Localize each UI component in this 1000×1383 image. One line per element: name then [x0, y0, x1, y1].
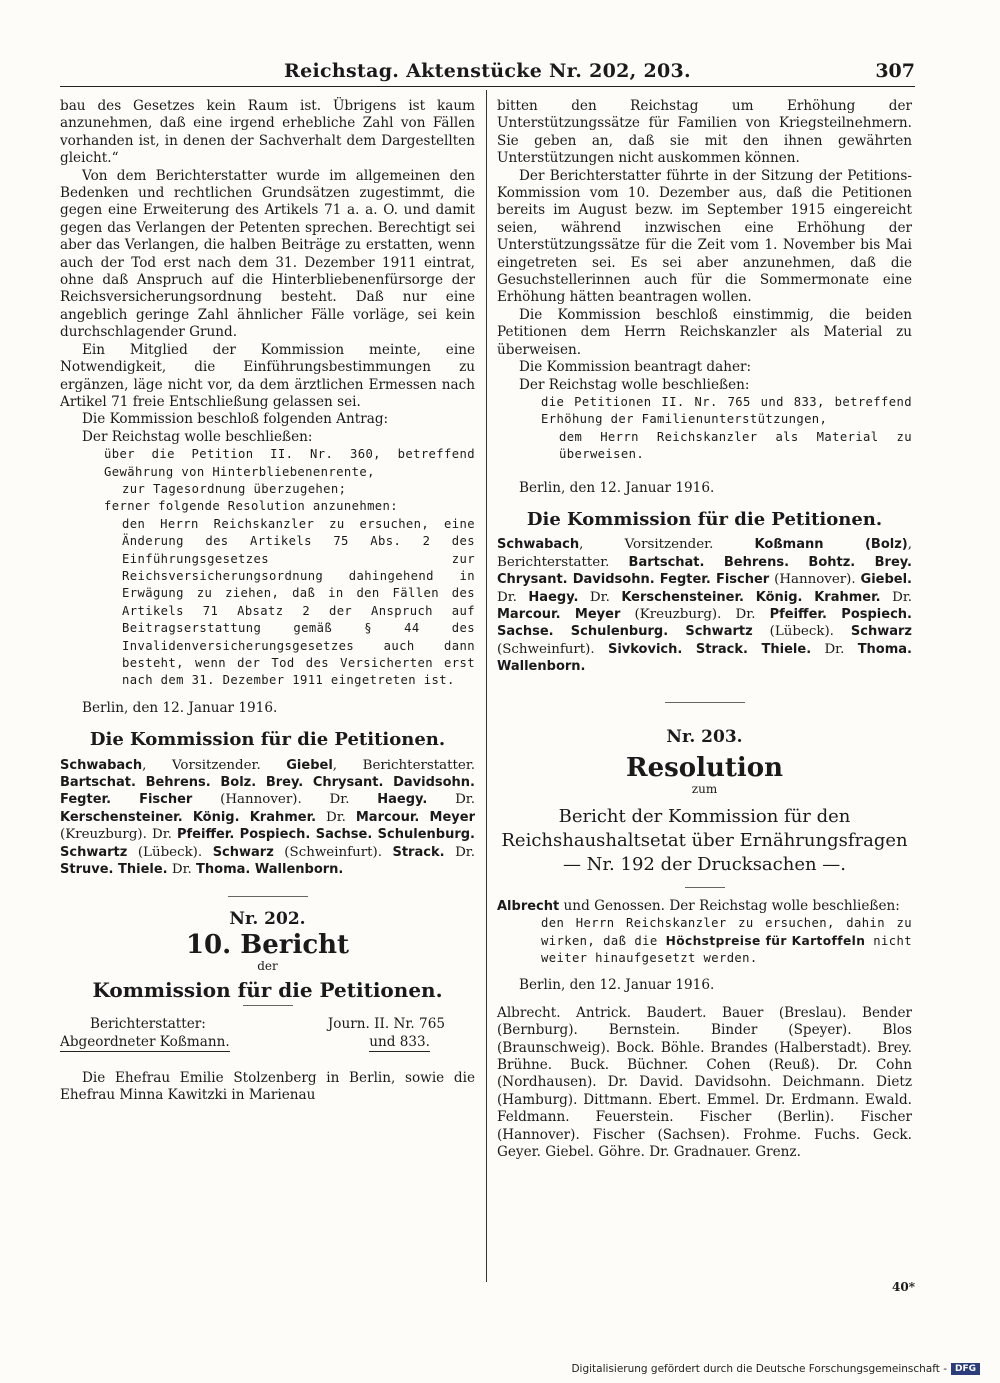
member-role: , Berichterstatter. — [497, 537, 912, 570]
separator — [228, 896, 308, 897]
right-column — [497, 98, 912, 1162]
journal-label: Journ. II. Nr. 765 — [327, 1016, 445, 1033]
member-role: , Vorsitzender. — [579, 537, 755, 553]
member-name: Pfeiffer. Pospiech. Sachse. Schulenburg. Schwartz — [60, 827, 475, 860]
member-name: Giebel. — [860, 572, 912, 588]
report-der: der — [257, 959, 278, 974]
member-name: Schwarz — [850, 624, 912, 640]
member-name: Haegy. — [528, 589, 579, 605]
res-text-c: nicht weiter hinaufgesetzt werden. — [541, 933, 912, 966]
resolution-title: Resolution — [625, 753, 784, 783]
report-subtitle: Kommission für die Petitionen. — [92, 977, 443, 1002]
member-name: Kerschensteiner. König. Krahmer. — [60, 809, 317, 825]
member-role: Dr. — [427, 792, 475, 808]
member-name: Giebel — [286, 757, 333, 773]
column-divider — [486, 90, 487, 1282]
paragraph: bau des Gesetzes kein Raum ist. Übrigens ist kaum anzunehmen, daß eine irgend erhebliche Zahl von Fällen vorhanden ist, in denen der Sachverhalt dem Dargestellten gleicht.“ — [60, 98, 475, 167]
mover-rest: und Genossen. Der Reichstag wolle beschließen: — [559, 897, 900, 914]
member-name: Sivkovich. Strack. Thiele. — [607, 641, 812, 657]
member-list — [60, 757, 475, 879]
member-name: Thoma. Wallenborn. — [497, 641, 912, 675]
member-role: Dr. — [880, 589, 913, 605]
member-role: (Hannover). — [769, 572, 861, 588]
paragraph: Von dem Berichterstatter wurde im allgemeinen den Bedenken und rechtlichen Grundsätzen zugestimmt, die gegen eine Erweiterung des Artikels 71 a. a. O. und damit gegen das Verlangen der Petenten sprechen. Berechtigt sei aber das Verlangen, die halben Beiträge zu erstatten, wenn auch der Tod erst nach dem 31. Dezember 1911 eintrat, ohne daß Anspruch auf die Hinterbliebenenfürsorge der Reichsversicherungsordnung besteht. Daß nur eine angeblich geringe Zahl ähnlicher Fälle vorläge, sei kein durchschlagender Grund. — [60, 167, 475, 341]
motion-text: dem Herrn Reichskanzler als Material zu überweisen. — [559, 429, 912, 462]
motion-text: über die Petition II. Nr. 360, betreffend Gewährung von Hinterbliebenenrente, — [104, 447, 475, 479]
mover-name: Albrecht — [497, 898, 560, 914]
paragraph: Die Kommission beantragt daher: — [519, 359, 752, 376]
member-name: Haegy. — [377, 792, 428, 808]
member-role: Dr. — [316, 809, 356, 825]
dfg-text: Digitalisierung gefördert durch die Deutsche Forschungsgemeinschaft - — [571, 1363, 947, 1375]
res-text-b: Höchstpreise für Kartoffeln — [665, 933, 866, 948]
member-role: (Lübeck). — [752, 624, 851, 640]
paragraph: Die Kommission beschloß folgenden Antrag: — [82, 411, 389, 428]
member-name: Kerschensteiner. König. Krahmer. — [621, 589, 881, 605]
member-role: Dr. — [167, 862, 197, 878]
member-role: (Kreuzburg). Dr. — [620, 606, 770, 622]
member-role: , Berichterstatter. — [332, 757, 475, 773]
reporter-row-2 — [60, 1034, 475, 1052]
dfg-logo-icon: DFG — [951, 1363, 980, 1375]
paragraph: Der Reichstag wolle beschließen: — [82, 428, 313, 445]
header-title: Reichstag. Aktenstücke Nr. 202, 203. — [284, 60, 691, 82]
member-name: Bartschat. Behrens. Bohtz. Brey. Chrysant. Davidsohn. Fegter. Fischer — [497, 554, 912, 588]
member-name: Pfeiffer. Pospiech. Sachse. Schulenburg. Schwartz — [497, 606, 912, 640]
member-name: Bartschat. Behrens. Bolz. Brey. Chrysant. Davidsohn. Fegter. Fischer — [60, 775, 475, 808]
paragraph: Ein Mitglied der Kommission meinte, eine Notwendigkeit, die Einführungsbestimmungen zu ergänzen, läge nicht vor, da dem ärztlichen Ermessen nach Artikel 71 freie Entschließung gelassen sei. — [60, 341, 475, 410]
left-column — [60, 98, 475, 1105]
reporter-label: Berichterstatter: — [90, 1016, 206, 1033]
commission-heading: Die Kommission für die Petitionen. — [526, 508, 883, 530]
journal-cont: und 833. — [369, 1034, 430, 1052]
motion-text: ferner folgende Resolution anzunehmen: — [104, 499, 399, 514]
signature-mark: 40* — [892, 1280, 915, 1294]
document-number: Nr. 202. — [229, 909, 306, 930]
separator — [243, 1005, 293, 1006]
member-list — [497, 536, 912, 675]
member-role: , Vorsitzender. — [142, 757, 287, 773]
commission-heading: Die Kommission für die Petitionen. — [89, 729, 446, 751]
date-line: Berlin, den 12. Januar 1916. — [519, 977, 715, 994]
paragraph: bitten den Reichstag um Erhöhung der Unterstützungssätze für Familien von Kriegsteilnehmern. Sie geben an, daß sie mit den ihnen gewährten Unterstützungen nicht auskommen können. — [497, 98, 912, 167]
member-role: (Schweinfurt). — [273, 844, 393, 860]
member-name: Strack. — [392, 844, 445, 860]
member-name: Schwarz — [212, 844, 274, 860]
paragraph: Der Reichstag wolle beschließen: — [519, 376, 750, 393]
date-line: Berlin, den 12. Januar 1916. — [519, 479, 715, 496]
resolution-request — [497, 915, 912, 967]
resolution-text: den Herrn Reichskanzler zu ersuchen, eine Änderung des Artikels 75 Abs. 2 des Einführungsgesetzes zur Reichsversicherungsordnung dahingehend in Erwägung zu ziehen, daß in den Fällen des Artikels 71 Absatz 2 der Anspruch auf Beitragserstattung gemäß § 44 des Invalidenversicherungsgesetzes auch dann besteht, wenn der Tod des Versicherten erst nach dem 31. Dezember 1911 eingetreten ist. — [122, 516, 475, 688]
member-role: Dr. — [578, 589, 622, 605]
page-number: 307 — [875, 60, 915, 82]
member-name: Marcour. Meyer — [355, 809, 476, 825]
member-name: Thoma. Wallenborn. — [196, 862, 344, 878]
date-line: Berlin, den 12. Januar 1916. — [82, 699, 278, 716]
member-role: Dr. — [444, 844, 475, 860]
motion-text: zur Tagesordnung überzugehen; — [122, 481, 347, 496]
member-role: (Lübeck). — [127, 844, 213, 860]
reporter-name: Abgeordneter Koßmann. — [60, 1034, 230, 1052]
report-title: 10. Bericht — [185, 929, 350, 960]
resolution-mover — [497, 898, 912, 915]
member-name: Struve. Thiele. — [60, 862, 168, 878]
member-name: Koßmann (Bolz) — [754, 537, 908, 553]
signer-list: Albrecht. Antrick. Baudert. Bauer (Breslau). Bender (Bernburg). Bernstein. Binder (Speyer). Blos (Braunschweig). Bock. Böhle. Brandes (Halberstadt). Brey. Brühne. Buck. Büchner. Cohen (Reuß). Dr. Cohn (Nordhausen). Dr. David. Davidsohn. Deichmann. Dietz (Hamburg). Dittmann. Ebert. Emmel. Dr. Erdmann. Ewald. Feldmann. Feuerstein. Fischer (Berlin). Fischer (Hannover). Fischer (Sachsen). Frohme. Fuchs. Geck. Geyer. Giebel. Göhre. Dr. Gradnauer. Grenz. — [497, 1004, 912, 1161]
res-text-a: den Herrn Reichskanzler zu ersuchen, dahin zu wirken, daß die — [541, 916, 912, 948]
document-number: Nr. 203. — [666, 726, 743, 747]
member-role: Dr. — [811, 641, 858, 657]
page — [60, 58, 915, 1328]
member-role: (Kreuzburg). Dr. — [60, 827, 177, 843]
paragraph: Der Berichterstatter führte in der Sitzung der Petitions-Kommission vom 10. Dezember aus, daß die Petitionen bereits im August bezw. im September 1915 eingereicht seien, während inzwischen eine Erhöhung der Unterstützungssätze für die Zeit vom 1. November bis Mai eingetreten sei. Es sei aber anzunehmen, daß die Gesuchstellerinnen auch für die Sommermonate eine Erhöhung hätten beantragen wollen. — [497, 167, 912, 306]
dfg-credit — [571, 1363, 980, 1375]
paragraph: Die Ehefrau Emilie Stolzenberg in Berlin, sowie die Ehefrau Minna Kawitzki in Marienau — [60, 1069, 475, 1104]
member-role: Dr. — [497, 589, 529, 605]
member-name: Schwabach — [60, 757, 143, 773]
reporter-row — [60, 1016, 475, 1033]
separator — [665, 702, 745, 703]
resolution-zum: zum — [691, 782, 718, 797]
member-role: (Schweinfurt). — [497, 641, 608, 657]
member-name: Marcour. Meyer — [497, 606, 621, 622]
paragraph: Die Kommission beschloß einstimmig, die beiden Petitionen dem Herrn Reichskanzler als Material zu überweisen. — [497, 306, 912, 358]
running-header — [60, 58, 915, 87]
motion-text: die Petitionen II. Nr. 765 und 833, betreffend Erhöhung der Familienunterstützungen, — [541, 394, 912, 427]
resolution-subtitle: Bericht der Kommission für den Reichshaushaltsetat über Ernährungsfragen — Nr. 192 der Drucksachen —. — [501, 805, 908, 875]
separator — [685, 887, 725, 888]
member-role: (Hannover). Dr. — [192, 792, 378, 808]
member-name: Schwabach — [497, 537, 580, 553]
